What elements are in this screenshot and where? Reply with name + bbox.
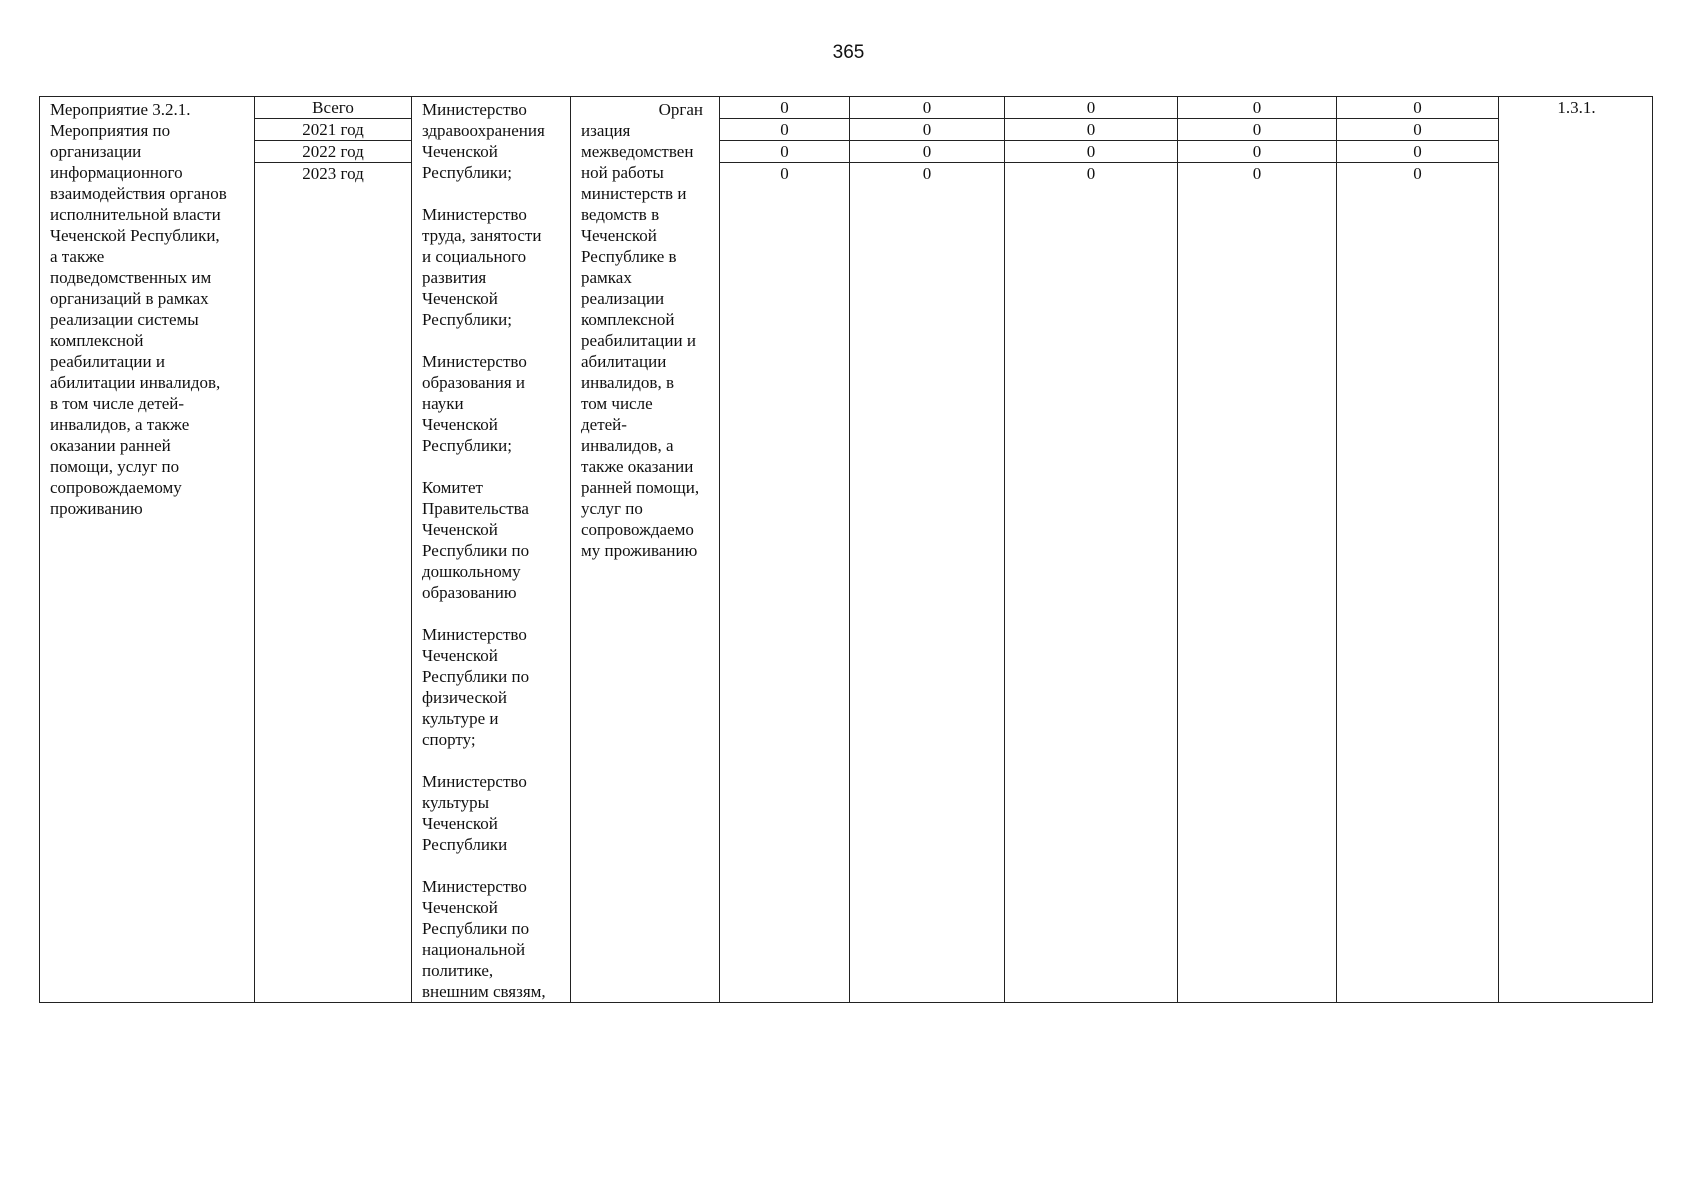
- period-column: [255, 97, 412, 1002]
- result-column: [571, 97, 720, 1002]
- period-total: Всего: [255, 97, 411, 119]
- indicator-code: 1.3.1.: [1557, 98, 1596, 117]
- funding-cell: 0: [1252, 164, 1262, 183]
- funding-column-3: [1005, 97, 1178, 1002]
- funding-cell: 0: [1005, 141, 1177, 163]
- funding-cell: 0: [1413, 164, 1422, 183]
- event-column: [40, 97, 255, 1002]
- funding-cell: 0: [1178, 119, 1336, 141]
- result-text: [571, 97, 719, 561]
- indicator-column: [1499, 97, 1654, 1002]
- funding-cell: 0: [1337, 97, 1498, 119]
- funding-cell: 0: [1005, 119, 1177, 141]
- funding-cell: 0: [780, 164, 789, 183]
- funding-cell: 0: [720, 119, 849, 141]
- page-number: 365: [832, 42, 865, 63]
- funding-column-5: [1337, 97, 1499, 1002]
- funding-cell: 0: [720, 97, 849, 119]
- period-2023: 2023 год: [302, 164, 364, 183]
- funding-cell: 0: [922, 164, 932, 183]
- period-2021: 2021 год: [255, 119, 411, 141]
- funding-cell: 0: [850, 97, 1004, 119]
- funding-column-2: [850, 97, 1005, 1002]
- funding-cell: 0: [720, 141, 849, 163]
- result-first-word: Орган: [658, 100, 703, 119]
- program-table: [39, 96, 1653, 1003]
- funding-cell: 0: [1337, 141, 1498, 163]
- funding-cell: 0: [1178, 141, 1336, 163]
- event-title: Мероприятие 3.2.1. Мероприятия по организации информационного взаимодействия органов исполнительной власти Чеченской Республики, а также подведомственных им организаций в рамках реализации системы комплексной реабилитации и абилитации инвалидов, в том числе детей- инвалидов, а также оказании ранней помощи, услуг по сопровождаемому проживанию: [50, 100, 227, 518]
- funding-column-4: [1178, 97, 1337, 1002]
- funding-cell: 0: [1178, 97, 1336, 119]
- executors-text: Министерство здравоохранения Чеченской Республики; Министерство труда, занятости и социального развития Чеченской Республики; Министерство образования и науки Чеченской Республики; Комитет Правительства Чеченской Республики по дошкольному образованию Министерство Чеченской Республики по физической культуре и спорту; Министерство культуры Чеченской Республики Министерство Чеченской Республики по национальной политике, внешним связям,: [422, 100, 546, 1001]
- funding-cell: 0: [850, 141, 1004, 163]
- funding-cell: 0: [1005, 97, 1177, 119]
- executors-column: [412, 97, 571, 1002]
- funding-cell: 0: [850, 119, 1004, 141]
- funding-column-1: [720, 97, 850, 1002]
- period-2022: 2022 год: [255, 141, 411, 163]
- result-rest: изация межведомствен ной работы министерств и ведомств в Чеченской Республике в рамках реализации комплексной реабилитации и абилитации инвалидов, в том числе детей- инвалидов, а также оказании ранней помощи, услуг по сопровождаемо му проживанию: [581, 121, 700, 560]
- funding-cell: 0: [1086, 164, 1096, 183]
- funding-cell: 0: [1337, 119, 1498, 141]
